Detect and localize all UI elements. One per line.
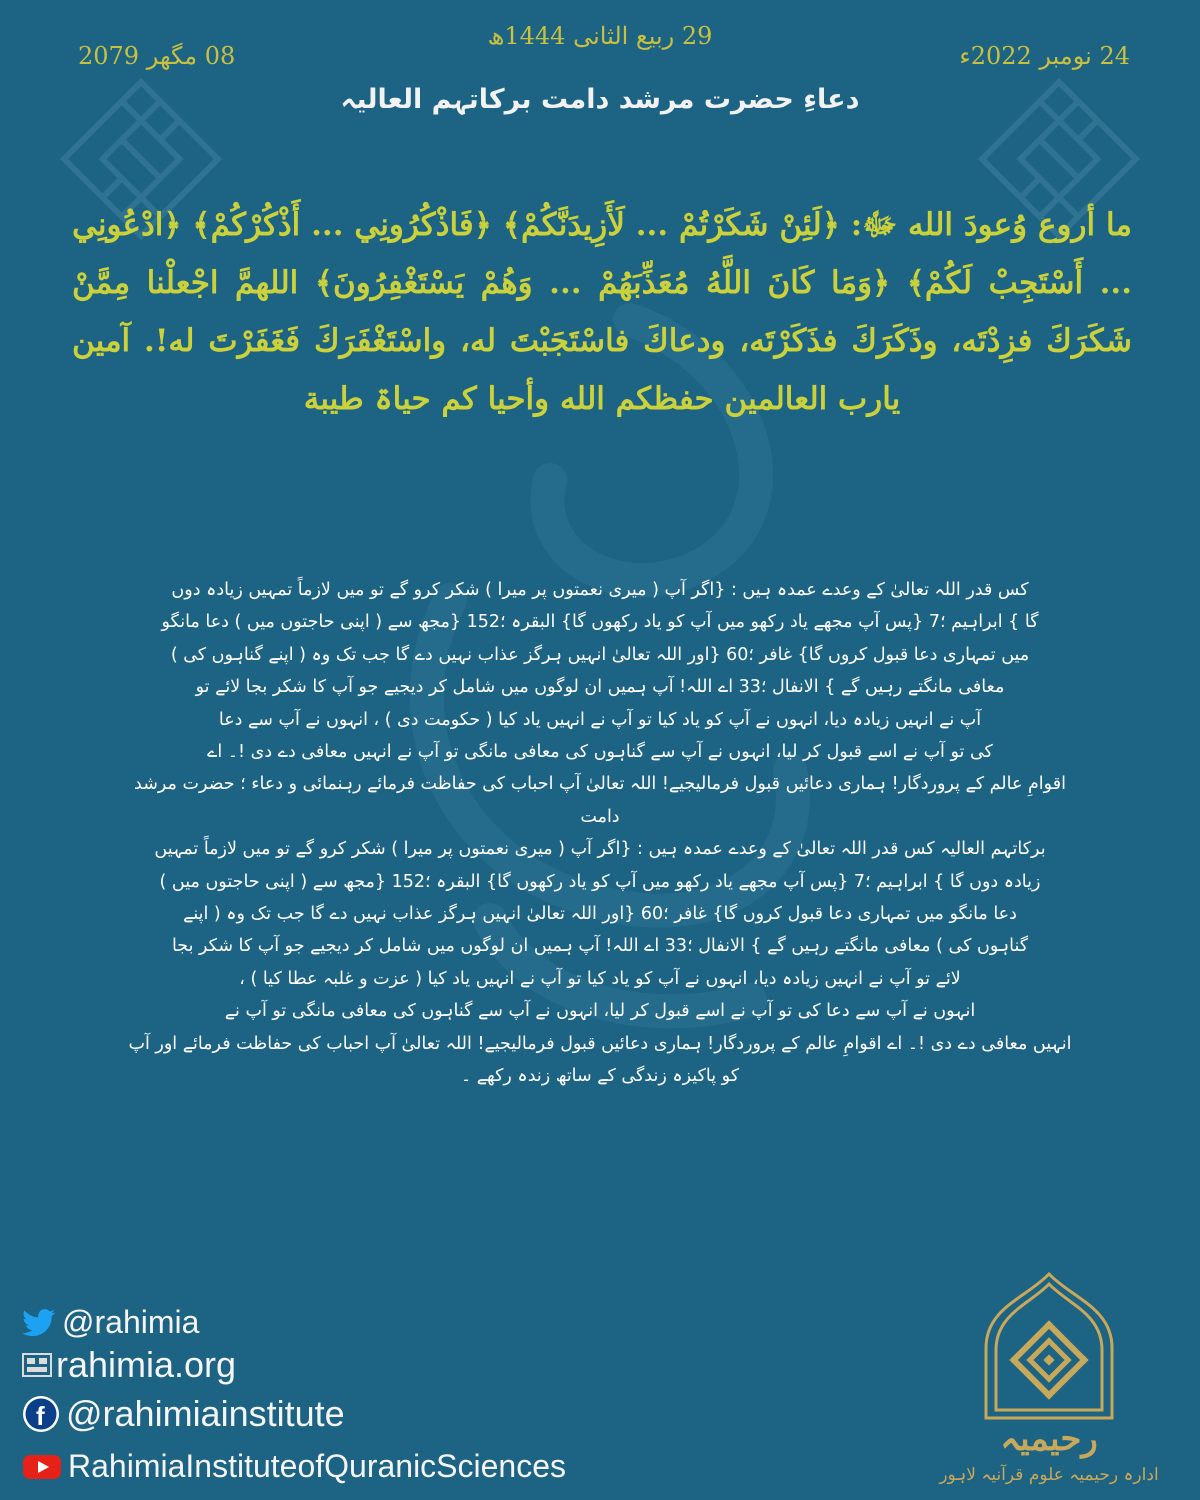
urdu-line: دعا مانگو میں تمہاری دعا قبول کروں گا} غافر ؛60 {اور اللہ تعالیٰ انہیں ہرگز عذاب نہیں دے گا جب تک وہ ( اپنے	[183, 904, 1017, 925]
dua-arabic-text: ما أروع وُعودَ الله ﷻ: ﴿لَئِنْ شَكَرْتُمْ ... لَأَزِيدَنَّكُمْ﴾ ﴿فَاذْكُرُونِي ... أَذْكُرْكُمْ﴾ ﴿ادْعُونِي ... أَسْتَجِبْ لَكُمْ﴾ ﴿وَمَا كَانَ اللَّهُ مُعَذِّبَهُمْ ... وَهُمْ يَسْتَغْفِرُونَ﴾ اللهمَّ اجْعلْنا مِمَّنْ شَكَرَكَ فزِدْتَه، وذَكَرَكَ فذَكَرْتَه، ودعاكَ فاسْتَجَبْتَ له، واسْتَغْفَرَكَ فَغَفَرْتَ له!. آمین یارب العالمین حفظکم الله وأحیا کم حیاۃ طیبة	[72, 207, 1132, 417]
svg-text:f: f	[36, 1401, 45, 1431]
urdu-line: میں تمہاری دعا قبول کروں گا} غافر ؛60 {اور اللہ تعالیٰ انہیں ہرگز عذاب نہیں دے گا جب تک وہ ( اپنے گناہوں کی )	[170, 644, 1030, 665]
website-link[interactable]	[22, 1344, 236, 1386]
urdu-line: گناہوں کی ) معافی مانگتے رہیں گے } الانفال ؛33 اے اللہ! آپ ہمیں ان لوگوں میں شامل کر دیجیے جو آپ کا شکر بجا	[171, 936, 1029, 957]
urdu-line: لائے تو آپ نے انہیں زیادہ دیا، انہوں نے آپ کو یاد کیا تو آپ نے انہیں یاد کیا ( عزت و غلبہ عطا کیا ) ،	[239, 968, 961, 989]
twitter-link[interactable]	[22, 1304, 199, 1341]
facebook-handle: @rahimiainstitute	[66, 1393, 345, 1434]
urdu-line: اقوامِ عالم کے پروردگار! ہماری دعائیں قبول فرمالیجیے! اللہ تعالیٰ آپ احباب کی حفاظت فرمائے رہنمائی و دعاء ؛ حضرت مرشد دامت	[134, 774, 1066, 827]
website-url: rahimia.org	[56, 1344, 237, 1385]
urdu-line: معافی مانگتے رہیں گے } الانفال ؛33 اے اللہ! آپ ہمیں ان لوگوں میں شامل کر دیجیے جو آپ کا شکر بجا لائے تو	[195, 677, 1005, 698]
rahimia-logo	[912, 1268, 1186, 1492]
page-title: دعاءِ حضرت مرشد دامت برکاتہم العالیہ	[340, 84, 860, 115]
logo-subtitle: ادارہ رحیمیہ علوم قرآنیہ لاہور	[939, 1465, 1159, 1485]
urdu-line: انہیں معافی دے دی !۔ اے اقوامِ عالم کے پروردگار! ہماری دعائیں قبول فرمالیجیے! اللہ تعالیٰ آپ احباب کی حفاظت فرمائے اور آپ	[128, 1033, 1072, 1054]
facebook-link[interactable]	[22, 1393, 345, 1435]
date-hijri: 29 ربیع الثانی 1444ھ	[487, 22, 713, 50]
urdu-line: کس قدر اللہ تعالیٰ کے وعدے عمدہ ہیں : {اگر آپ ( میری نعمتوں پر میرا ) شکر کرو گے تو میں لازماً تمہیں زیادہ دوں	[171, 580, 1029, 600]
date-bikrami: 08 مگھر 2079	[78, 42, 236, 70]
urdu-line: آپ نے انہیں زیادہ دیا، انہوں نے آپ کو یاد کیا تو آپ نے انہیں یاد کیا ( حکومت دی ) ، انہوں نے آپ سے دعا	[218, 709, 982, 730]
urdu-line: گا } ابراہیم ؛7 {پس آپ مجھے یاد رکھو میں آپ کو یاد رکھوں گا} البقرہ ؛152 {مجھ سے ( اپنی حاجتوں میں ) دعا مانگو	[161, 612, 1039, 633]
facebook-icon	[22, 1395, 60, 1433]
urdu-line: انہوں نے آپ سے دعا کی تو آپ نے اسے قبول کر لیا، انہوں نے آپ سے گناہوں کی معافی مانگی تو آپ نے	[224, 1001, 976, 1022]
logo-name: رحیمیہ	[1000, 1419, 1098, 1459]
youtube-channel: RahimiaInstituteofQuranicSciences	[68, 1448, 567, 1484]
twitter-icon	[22, 1309, 56, 1337]
date-gregorian: 24 نومبر 2022ء	[959, 42, 1130, 70]
twitter-handle: @rahimia	[62, 1304, 200, 1340]
urdu-line: کو پاکیزہ زندگی کے ساتھ زندہ رکھے ۔	[460, 1066, 740, 1087]
urdu-line: کی تو آپ نے اسے قبول کر لیا، انہوں نے آپ سے گناہوں کی معافی مانگی تو آپ نے انہیں معافی دے دی !۔ اے	[207, 742, 993, 763]
web-icon	[22, 1352, 52, 1378]
youtube-link[interactable]	[22, 1448, 566, 1485]
urdu-translation	[120, 574, 1080, 1093]
urdu-line: زیادہ دوں گا } ابراہیم ؛7 {پس آپ مجھے یاد رکھو میں آپ کو یاد رکھوں گا} البقرہ ؛152 {مجھ سے ( اپنی حاجتوں میں )	[159, 871, 1041, 892]
urdu-line: برکاتہم العالیہ کس قدر اللہ تعالیٰ کے وعدے عمدہ ہیں : {اگر آپ ( میری نعمتوں پر میرا ) شکر کرو گے تو میں لازماً تمہیں	[154, 839, 1046, 860]
youtube-icon	[22, 1453, 62, 1481]
